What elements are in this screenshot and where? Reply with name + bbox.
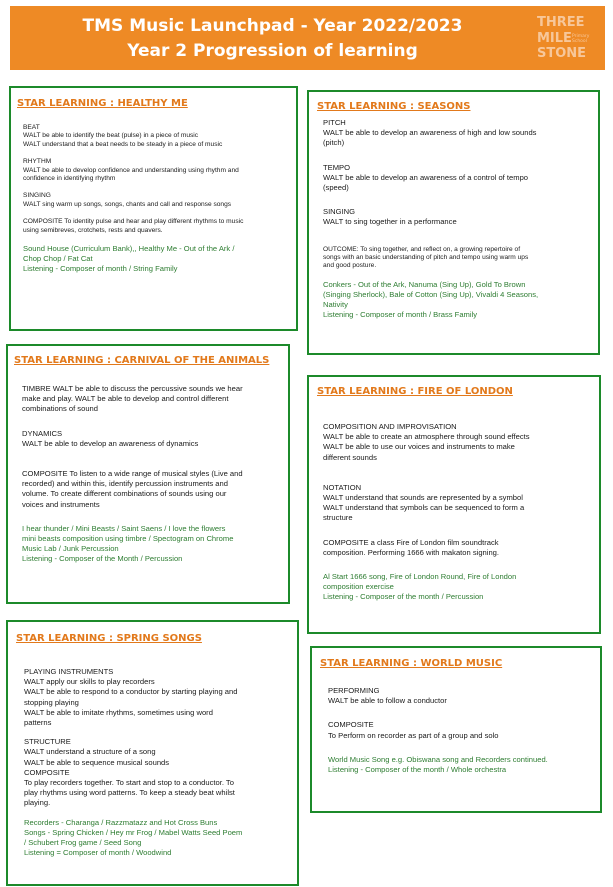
resource-line: Chop Chop / Fat Cat: [23, 254, 93, 264]
resource-line: World Music Song e.g. Obiswana song and Recorders continued.: [328, 754, 548, 764]
resource-line: / Schubert Frog game / Seed Song: [24, 838, 142, 848]
text-line: WALT be able to imitate rhythms, sometimes using word: [24, 707, 213, 717]
text-line: WALT be able to develop an awareness of dynamics: [22, 438, 199, 448]
text-line: structure: [323, 513, 353, 523]
text-line: WALT understand that a beat needs to be steady in a piece of music: [23, 140, 223, 148]
box-title: STAR LEARNING : FIRE OF LONDON: [317, 386, 513, 397]
text-line: WALT be able to use our voices and instruments to make: [323, 442, 515, 452]
seasons-box: [307, 90, 600, 355]
text-line: patterns: [24, 718, 52, 728]
resource-line: Nativity: [323, 300, 348, 310]
section-heading: TEMPO: [323, 162, 351, 172]
text-line: volume. To create different combinations of sounds using our: [22, 489, 227, 499]
resource-line: Sound House (Curriculum Bank),, Healthy Me - Out of the Ark /: [23, 244, 235, 254]
resource-line: Al Start 1666 song, Fire of London Round, Fire of London: [323, 572, 517, 582]
resource-line: Songs - Spring Chicken / Hey mr Frog / Mabel Watts Seed Poem: [24, 827, 243, 837]
box-title: STAR LEARNING : SEASONS: [317, 101, 471, 112]
resource-line: (Singing Sherlock), Bale of Cotton (Sing Up), Vivaldi 4 Seasons,: [323, 290, 539, 300]
text-line: COMPOSITE a class Fire of London film soundtrack: [323, 537, 499, 547]
text-line: WALT understand that sounds are represented by a symbol: [323, 493, 523, 503]
resource-line: Conkers - Out of the Ark, Nanuma (Sing Up), Gold To Brown: [323, 279, 526, 289]
text-line: WALT be able to develop confidence and understanding using rhythm and: [23, 166, 239, 174]
resource-line: mini beasts composition using timbre / Spectogram on Chrome: [22, 534, 234, 544]
section-heading: DYNAMICS: [22, 428, 63, 438]
resource-line: Recorders - Charanga / Razzmatazz and Hot Cross Buns: [24, 817, 218, 827]
box-content: [24, 667, 298, 858]
section-heading: PLAYING INSTRUMENTS: [24, 667, 114, 676]
section-heading: NOTATION: [323, 482, 362, 492]
outcome-line: songs with an basic understanding of pitch and tempo using warm ups: [323, 254, 529, 262]
text-line: combinations of sound: [22, 404, 98, 414]
box-content: [323, 422, 599, 603]
text-line: composition. Performing 1666 with makaton signing.: [323, 547, 500, 557]
text-line: WALT be able to follow a conductor: [328, 696, 447, 706]
outcome-line: and good posture.: [323, 262, 377, 270]
page-header: [10, 6, 605, 70]
section-heading: COMPOSITE: [24, 767, 70, 777]
text-line: WALT be able to sequence musical sounds: [24, 757, 170, 767]
text-line: WALT be able to respond to a conductor by starting playing and: [24, 687, 238, 697]
section-heading: STRUCTURE: [24, 737, 71, 747]
section-heading: PERFORMING: [328, 686, 380, 695]
outcome-line: OUTCOME: To sing together, and reflect on, a growing repertoire of: [323, 245, 521, 253]
text-line: using semibreves, crotchets, rests and quavers.: [23, 226, 163, 234]
text-line: WALT be able to identify the beat (pulse) in a piece of music: [23, 132, 199, 140]
listening-line: Listening - Composer of the Month / Percussion: [22, 554, 183, 564]
world-music-box: [310, 646, 602, 813]
text-line: WALT be able to create an atmosphere through sound effects: [323, 432, 530, 442]
resource-line: I hear thunder / Mini Beasts / Saint Saens / I love the flowers: [22, 523, 226, 533]
page-title: TMS Music Launchpad - Year 2022/2023: [82, 16, 463, 36]
listening-line: Listening = Composer of month / Woodwind: [24, 848, 172, 858]
box-title: STAR LEARNING : SPRING SONGS: [16, 633, 202, 644]
healthy-me-box: [9, 86, 298, 331]
box-content: [23, 124, 295, 275]
box-content: [22, 384, 290, 565]
listening-line: Listening - Composer of month / Brass Family: [323, 310, 478, 320]
section-heading: PITCH: [323, 118, 346, 127]
box-title: STAR LEARNING : CARNIVAL OF THE ANIMALS: [14, 355, 270, 366]
text-line: different sounds: [323, 452, 377, 462]
section-heading: RHYTHM: [23, 158, 52, 166]
text-line: confidence in identifying rhythm: [23, 175, 116, 183]
text-line: play rhythms using word patterns. To keep a steady beat whilst: [24, 788, 235, 798]
text-line: COMPOSITE To listen to a wide range of musical styles (Live and: [22, 469, 243, 479]
section-heading: SINGING: [323, 207, 356, 217]
text-line: playing.: [24, 798, 51, 808]
text-line: WALT sing warm up songs, songs, chants and call and response songs: [23, 200, 232, 208]
section-heading: COMPOSITE: [328, 720, 374, 730]
carnival-box: [6, 344, 290, 604]
text-line: WALT be able to develop an awareness of a control of tempo: [323, 172, 529, 182]
box-title: STAR LEARNING : WORLD MUSIC: [320, 658, 503, 669]
text-line: TIMBRE WALT be able to discuss the percussive sounds we hear: [22, 384, 243, 393]
section-heading: SINGING: [23, 192, 51, 200]
text-line: WALT understand that symbols can be sequenced to form a: [323, 503, 525, 513]
listening-line: Listening - Composer of month / String Family: [23, 264, 178, 274]
section-heading: BEAT: [23, 124, 40, 131]
fire-of-london-box: [307, 375, 601, 634]
resource-line: Music Lab / Junk Percussion: [22, 544, 119, 554]
text-line: (speed): [323, 183, 349, 193]
text-line: WALT to sing together in a performance: [323, 217, 457, 227]
text-line: stopping playing: [24, 697, 79, 707]
text-line: (pitch): [323, 138, 345, 148]
resource-line: composition exercise: [323, 582, 394, 592]
text-line: recorded) and within this, identify percussion instruments and: [22, 479, 228, 489]
school-logo: THREE MILE STONE Primary School: [537, 15, 590, 61]
text-line: WALT be able to develop an awareness of high and low sounds: [323, 128, 537, 138]
listening-line: Listening - Composer of the month / Whole orchestra: [328, 765, 507, 775]
box-title: STAR LEARNING : HEALTHY ME: [17, 98, 188, 109]
text-line: WALT understand a structure of a song: [24, 747, 156, 757]
listening-line: Listening - Composer of the month / Percussion: [323, 592, 484, 602]
text-line: To play recorders together. To start and stop to a conductor. To: [24, 778, 234, 788]
text-line: To Perform on recorder as part of a group and solo: [328, 730, 499, 740]
spring-songs-box: [6, 620, 299, 886]
text-line: COMPOSITE To identity pulse and hear and play different rhythms to music: [23, 218, 244, 226]
box-content: [328, 686, 600, 775]
box-content: [323, 118, 599, 321]
page-subtitle: Year 2 Progression of learning: [127, 41, 418, 61]
text-line: WALT apply our skills to play recorders: [24, 677, 155, 687]
section-heading: COMPOSITION AND IMPROVISATION: [323, 422, 457, 431]
text-line: voices and instruments: [22, 499, 100, 509]
text-line: make and play. WALT be able to develop and control different: [22, 394, 229, 404]
